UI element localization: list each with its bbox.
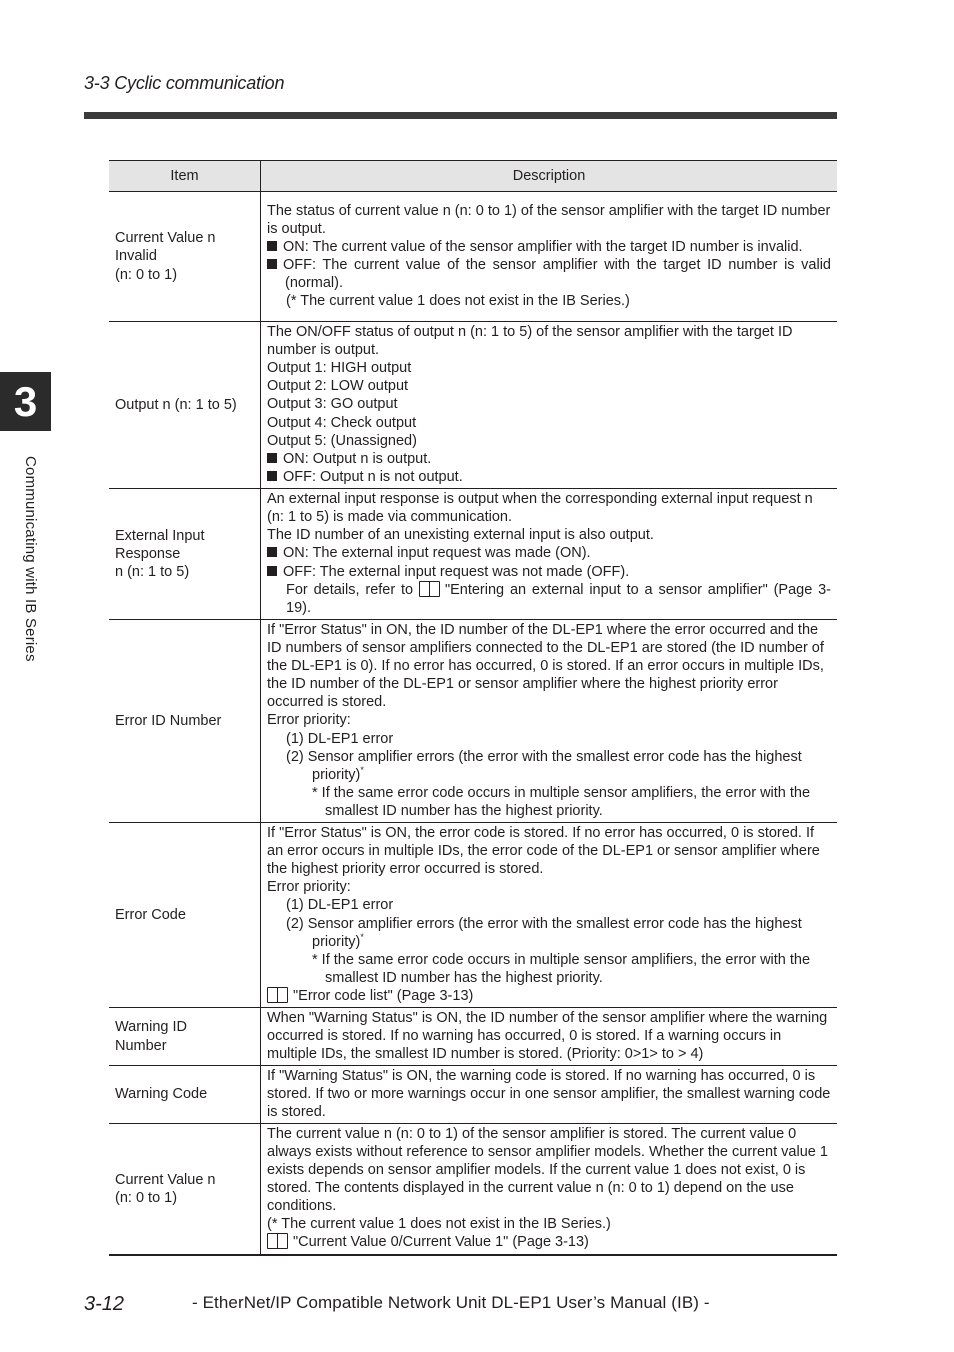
priority-item: (1) DL-EP1 error bbox=[286, 730, 394, 747]
reference-link: "Error code list" (Page 3-13) bbox=[293, 987, 474, 1004]
item-text: Response bbox=[115, 545, 181, 562]
table-header-row bbox=[109, 161, 837, 192]
table-row bbox=[109, 489, 837, 620]
description-text: If "Error Status" is ON, the error code is stored. If no error has occurred, 0 is stored. If an error occurs in multiple IDs, the error code of the DL-EP1 or sensor amplifier where the highest priority error occurred is stored. bbox=[267, 825, 820, 878]
item-text: Current Value n bbox=[115, 1171, 216, 1188]
item-text: Error Code bbox=[115, 906, 186, 923]
item-text: (n: 0 to 1) bbox=[115, 1189, 178, 1206]
square-bullet-icon bbox=[267, 566, 277, 576]
description-cell bbox=[261, 1066, 838, 1124]
description-cell bbox=[261, 192, 838, 322]
bullet-item bbox=[267, 468, 831, 486]
item-text: Warning ID bbox=[115, 1019, 187, 1036]
item-text: Current Value n bbox=[115, 230, 216, 247]
description-cell bbox=[261, 489, 838, 620]
bullet-text: ON: Output n is output. bbox=[283, 450, 432, 467]
description-cell bbox=[261, 322, 838, 489]
chapter-label: Communicating with IB Series bbox=[22, 456, 39, 662]
item-cell bbox=[109, 1066, 261, 1124]
description-cell bbox=[261, 1124, 838, 1255]
footnote-text: * If the same error code occurs in multiple sensor amplifiers, the error with the smallest ID number has the highest priority. bbox=[312, 951, 811, 986]
footnote-mark: * bbox=[360, 764, 364, 775]
note-text: (* The current value 1 does not exist in the IB Series.) bbox=[267, 1216, 611, 1233]
item-cell bbox=[109, 823, 261, 1008]
description-text: The ON/OFF status of output n (n: 1 to 5) of the sensor amplifier with the target ID number is output. bbox=[267, 324, 793, 359]
section-title: 3-3 Cyclic communication bbox=[84, 73, 285, 93]
description-text: If "Error Status" in ON, the ID number of the DL-EP1 where the error occurred and the ID numbers of sensor amplifiers connected to the DL-EP1 are stored (the ID number of the DL-EP1 is 0). If no error has occurred, 0 is stored. If an error occurs in multiple IDs, the ID number of the DL-EP1 or sensor amplifier where the highest priority error occurred is stored. bbox=[267, 621, 824, 711]
item-cell bbox=[109, 620, 261, 823]
item-cell bbox=[109, 192, 261, 322]
item-text: Output n (n: 1 to 5) bbox=[115, 396, 237, 413]
description-text: Output 5: (Unassigned) bbox=[267, 432, 417, 449]
bullet-item bbox=[267, 256, 831, 292]
item-cell bbox=[109, 489, 261, 620]
table-row bbox=[109, 823, 837, 1008]
column-header-description: Description bbox=[261, 161, 838, 192]
item-text: (n: 0 to 1) bbox=[115, 266, 178, 283]
bullet-item bbox=[267, 544, 831, 562]
book-reference-icon bbox=[267, 987, 289, 1003]
footnote-text: * If the same error code occurs in multiple sensor amplifiers, the error with the smallest ID number has the highest priority. bbox=[312, 784, 811, 819]
square-bullet-icon bbox=[267, 547, 277, 557]
bullet-item bbox=[267, 563, 831, 581]
table-row bbox=[109, 620, 837, 823]
item-text: External Input bbox=[115, 527, 205, 544]
item-text: Warning Code bbox=[115, 1086, 208, 1103]
description-text: Error priority: bbox=[267, 879, 351, 896]
item-text: Number bbox=[115, 1037, 167, 1054]
bullet-text: ON: The external input request was made (ON). bbox=[283, 545, 591, 562]
description-text: The status of current value n (n: 0 to 1) of the sensor amplifier with the target ID number is output. bbox=[267, 202, 831, 237]
description-text: Output 1: HIGH output bbox=[267, 360, 412, 377]
table-row bbox=[109, 1066, 837, 1124]
bullet-text: OFF: The current value of the sensor amplifier with the target ID number is valid (normal). bbox=[283, 257, 831, 292]
page-number: 3-12 bbox=[84, 1293, 125, 1315]
reference-link: "Entering an external input to a sensor amplifier" (Page 3-19). bbox=[286, 581, 831, 616]
item-text: n (n: 1 to 5) bbox=[115, 564, 190, 581]
spec-table bbox=[109, 160, 837, 1256]
square-bullet-icon bbox=[267, 453, 277, 463]
item-text: Invalid bbox=[115, 248, 157, 265]
description-text: When "Warning Status" is ON, the ID number of the sensor amplifier where the warning occurred is stored. If no warning has occurred, 0 is stored. If a warning occurs in multiple IDs, the smallest ID number is stored. (Priority: 0>1> to > 4) bbox=[267, 1009, 828, 1063]
reference-text bbox=[267, 1233, 831, 1251]
bullet-item bbox=[267, 450, 831, 468]
book-reference-icon bbox=[267, 1233, 289, 1249]
header-rule bbox=[84, 112, 837, 119]
book-reference-icon bbox=[419, 581, 441, 597]
table-row bbox=[109, 192, 837, 322]
item-cell bbox=[109, 1124, 261, 1255]
description-text: If "Warning Status" is ON, the warning code is stored. If no warning has occurred, 0 is stored. If two or more warnings occur in one sensor amplifier, the smallest warning code is stored. bbox=[267, 1067, 831, 1121]
reference-text bbox=[267, 581, 831, 617]
reference-link: "Current Value 0/Current Value 1" (Page 3-13) bbox=[293, 1234, 589, 1251]
bullet-text: OFF: The external input request was not made (OFF). bbox=[283, 563, 630, 580]
priority-item: (1) DL-EP1 error bbox=[286, 897, 394, 914]
description-cell bbox=[261, 1008, 838, 1066]
item-cell bbox=[109, 322, 261, 489]
description-text: Output 4: Check output bbox=[267, 414, 417, 431]
description-text: The ID number of an unexisting external input is also output. bbox=[267, 527, 654, 544]
priority-item bbox=[267, 915, 831, 951]
priority-text: (2) Sensor amplifier errors (the error with the smallest error code has the highest priority) bbox=[286, 748, 802, 783]
description-text: An external input response is output when the corresponding external input request n (n: 1 to 5) is made via communication. bbox=[267, 491, 813, 526]
description-text: Output 2: LOW output bbox=[267, 378, 409, 395]
note-text: (* The current value 1 does not exist in the IB Series.) bbox=[286, 293, 630, 310]
bullet-text: ON: The current value of the sensor amplifier with the target ID number is invalid. bbox=[283, 238, 803, 255]
reference-text bbox=[267, 987, 831, 1005]
item-text: Error ID Number bbox=[115, 712, 222, 729]
square-bullet-icon bbox=[267, 241, 277, 251]
priority-item bbox=[267, 748, 831, 784]
square-bullet-icon bbox=[267, 471, 277, 481]
description-text: The current value n (n: 0 to 1) of the sensor amplifier is stored. The current value 0 always exists without reference to sensor amplifier models. Whether the current value 1 exists depends on sensor amplifier models. If the current value 1 does not exist, 0 is stored. The contents displayed in the current value n (n: 0 to 1) depend on the use conditions. bbox=[267, 1125, 828, 1215]
column-header-item: Item bbox=[109, 161, 261, 192]
square-bullet-icon bbox=[267, 259, 277, 269]
description-cell bbox=[261, 620, 838, 823]
description-cell bbox=[261, 823, 838, 1008]
item-cell bbox=[109, 1008, 261, 1066]
description-text: Error priority: bbox=[267, 712, 351, 729]
chapter-tab: 3 bbox=[0, 372, 51, 431]
priority-text: (2) Sensor amplifier errors (the error with the smallest error code has the highest priority) bbox=[286, 915, 802, 950]
bullet-item bbox=[267, 238, 831, 256]
footnote-mark: * bbox=[360, 931, 364, 942]
table-row bbox=[109, 1124, 837, 1255]
table-row bbox=[109, 1008, 837, 1066]
reference-prefix: For details, refer to bbox=[286, 581, 414, 598]
manual-title: - EtherNet/IP Compatible Network Unit DL-EP1 User’s Manual (IB) - bbox=[192, 1293, 710, 1312]
description-text: Output 3: GO output bbox=[267, 396, 398, 413]
table-row bbox=[109, 322, 837, 489]
bullet-text: OFF: Output n is not output. bbox=[283, 468, 463, 485]
